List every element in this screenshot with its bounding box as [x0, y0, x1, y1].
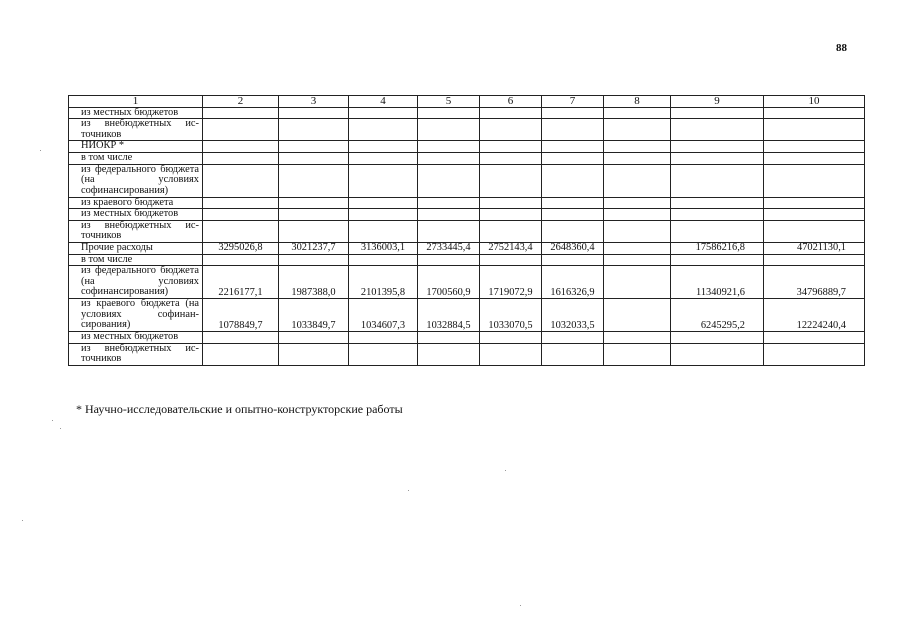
table-cell: 2733445,4 [418, 242, 480, 254]
table-cell [542, 152, 604, 164]
table-cell [203, 107, 279, 119]
table-cell [604, 141, 671, 153]
table-cell [542, 209, 604, 221]
table-cell [671, 141, 764, 153]
table-cell: 1033849,7 [279, 299, 349, 332]
row-label: в том числе [69, 254, 203, 266]
table-cell [349, 197, 418, 209]
table-cell [480, 343, 542, 365]
table-cell: 34796889,7 [764, 266, 865, 299]
table-cell [203, 141, 279, 153]
table-cell [604, 164, 671, 197]
table-row [69, 141, 865, 153]
table-cell [671, 209, 764, 221]
table-cell [349, 152, 418, 164]
table-cell [279, 119, 349, 141]
table-row [69, 332, 865, 344]
column-header: 6 [480, 96, 542, 108]
table-row [69, 299, 865, 332]
table-cell: 11340921,6 [671, 266, 764, 299]
table-cell [418, 209, 480, 221]
table-cell [764, 197, 865, 209]
table-cell [542, 254, 604, 266]
table-cell [480, 197, 542, 209]
table-cell [418, 107, 480, 119]
table-cell [480, 119, 542, 141]
table-cell: 1719072,9 [480, 266, 542, 299]
table-cell: 3136003,1 [349, 242, 418, 254]
table-cell [604, 299, 671, 332]
scan-speck [505, 470, 506, 471]
table-cell [671, 119, 764, 141]
table-cell [764, 141, 865, 153]
table-row [69, 343, 865, 365]
table-cell [480, 332, 542, 344]
table-cell [671, 197, 764, 209]
table-cell [542, 164, 604, 197]
table-cell [203, 220, 279, 242]
column-header: 9 [671, 96, 764, 108]
table-cell [542, 343, 604, 365]
table-cell: 1032033,5 [542, 299, 604, 332]
table-cell [764, 119, 865, 141]
table-cell [764, 107, 865, 119]
table-cell [203, 119, 279, 141]
table-cell: 2216177,1 [203, 266, 279, 299]
table-cell [418, 197, 480, 209]
table-cell: 17586216,8 [671, 242, 764, 254]
table-row [69, 107, 865, 119]
table-cell [203, 164, 279, 197]
table-cell [671, 343, 764, 365]
table-row [69, 220, 865, 242]
table-cell: 1034607,3 [349, 299, 418, 332]
table-cell [604, 220, 671, 242]
table-cell [671, 332, 764, 344]
column-header: 3 [279, 96, 349, 108]
table-cell [604, 343, 671, 365]
table-cell [418, 220, 480, 242]
table-row [69, 197, 865, 209]
table-cell [604, 266, 671, 299]
table-cell [349, 164, 418, 197]
table-cell: 2752143,4 [480, 242, 542, 254]
table-cell [349, 332, 418, 344]
table-cell [671, 220, 764, 242]
table-cell [418, 332, 480, 344]
table-cell: 3295026,8 [203, 242, 279, 254]
row-label: из федерального бюджета (на условиях софинансирования) [69, 164, 203, 197]
table-row [69, 254, 865, 266]
table-cell [764, 152, 865, 164]
table-cell [349, 254, 418, 266]
row-label: из местных бюджетов [69, 332, 203, 344]
table-cell: 1032884,5 [418, 299, 480, 332]
table-cell [418, 152, 480, 164]
table-cell [203, 254, 279, 266]
column-header: 4 [349, 96, 418, 108]
table-cell [349, 343, 418, 365]
table-cell [279, 332, 349, 344]
table-cell [671, 254, 764, 266]
table-cell [604, 332, 671, 344]
table-cell [203, 152, 279, 164]
row-label: НИОКР * [69, 141, 203, 153]
table-cell: 1616326,9 [542, 266, 604, 299]
row-label: из федерального бюджета (на условиях софинансирования) [69, 266, 203, 299]
table-cell [279, 141, 349, 153]
table-cell [418, 164, 480, 197]
table-cell [279, 343, 349, 365]
table-cell [279, 254, 349, 266]
table-cell [480, 209, 542, 221]
table-cell [671, 107, 764, 119]
table-cell [764, 254, 865, 266]
table-row [69, 119, 865, 141]
table-cell [542, 107, 604, 119]
table-cell [542, 220, 604, 242]
row-label: из внебюджетных ис- точников [69, 343, 203, 365]
table-cell [349, 209, 418, 221]
column-header: 10 [764, 96, 865, 108]
table-cell [604, 107, 671, 119]
scan-speck [520, 605, 521, 606]
table-cell [349, 119, 418, 141]
column-header: 8 [604, 96, 671, 108]
table-cell: 2101395,8 [349, 266, 418, 299]
scan-speck [60, 428, 61, 429]
table-cell [418, 119, 480, 141]
table-cell [203, 197, 279, 209]
table-cell [349, 107, 418, 119]
table-cell [604, 254, 671, 266]
table-cell: 47021130,1 [764, 242, 865, 254]
table-cell [349, 141, 418, 153]
table-cell [480, 107, 542, 119]
table-cell [279, 107, 349, 119]
scan-speck [40, 150, 41, 151]
table-cell [604, 197, 671, 209]
scan-speck [408, 490, 409, 491]
table-cell [418, 343, 480, 365]
table-cell [542, 332, 604, 344]
footnote: * Научно-исследовательские и опытно-конструкторские работы [76, 402, 403, 416]
row-label: Прочие расходы [69, 242, 203, 254]
scan-speck [52, 420, 53, 421]
table-cell [480, 254, 542, 266]
table-cell: 1078849,7 [203, 299, 279, 332]
table-row [69, 152, 865, 164]
table-cell [480, 164, 542, 197]
row-label: из внебюджетных ис- точников [69, 119, 203, 141]
table-cell: 3021237,7 [279, 242, 349, 254]
column-header: 7 [542, 96, 604, 108]
table-cell [604, 209, 671, 221]
table-cell [764, 332, 865, 344]
table-cell [279, 152, 349, 164]
table-cell [480, 220, 542, 242]
table-cell [203, 343, 279, 365]
table-cell [480, 152, 542, 164]
table-cell [542, 197, 604, 209]
table-cell [764, 209, 865, 221]
budget-table [68, 95, 865, 366]
table-cell [542, 119, 604, 141]
table-row [69, 242, 865, 254]
table-cell [764, 343, 865, 365]
table-row [69, 266, 865, 299]
table-cell [203, 332, 279, 344]
row-label: из внебюджетных ис- точников [69, 220, 203, 242]
table-header-row [69, 96, 865, 108]
row-label: из местных бюджетов [69, 107, 203, 119]
table-cell [279, 197, 349, 209]
table-cell [604, 242, 671, 254]
table-row [69, 209, 865, 221]
row-label: в том числе [69, 152, 203, 164]
table-cell [671, 152, 764, 164]
table-cell [418, 141, 480, 153]
table-cell [604, 152, 671, 164]
table-cell: 1700560,9 [418, 266, 480, 299]
table-cell: 2648360,4 [542, 242, 604, 254]
row-label: из краевого бюджета (на условиях софинан- сирования) [69, 299, 203, 332]
column-header: 5 [418, 96, 480, 108]
table-cell [764, 164, 865, 197]
table-cell: 6245295,2 [671, 299, 764, 332]
table-cell [203, 209, 279, 221]
table-cell [279, 209, 349, 221]
table-cell [542, 141, 604, 153]
page-number: 88 [836, 42, 847, 54]
table-cell [418, 254, 480, 266]
table-cell: 12224240,4 [764, 299, 865, 332]
table-cell [671, 164, 764, 197]
column-header: 1 [69, 96, 203, 108]
table-row [69, 164, 865, 197]
scan-speck [22, 520, 23, 521]
row-label: из местных бюджетов [69, 209, 203, 221]
table-cell [604, 119, 671, 141]
row-label: из краевого бюджета [69, 197, 203, 209]
table-cell [480, 141, 542, 153]
table-cell: 1033070,5 [480, 299, 542, 332]
column-header: 2 [203, 96, 279, 108]
table-cell [349, 220, 418, 242]
table-cell: 1987388,0 [279, 266, 349, 299]
table-cell [764, 220, 865, 242]
table-cell [279, 164, 349, 197]
table-cell [279, 220, 349, 242]
